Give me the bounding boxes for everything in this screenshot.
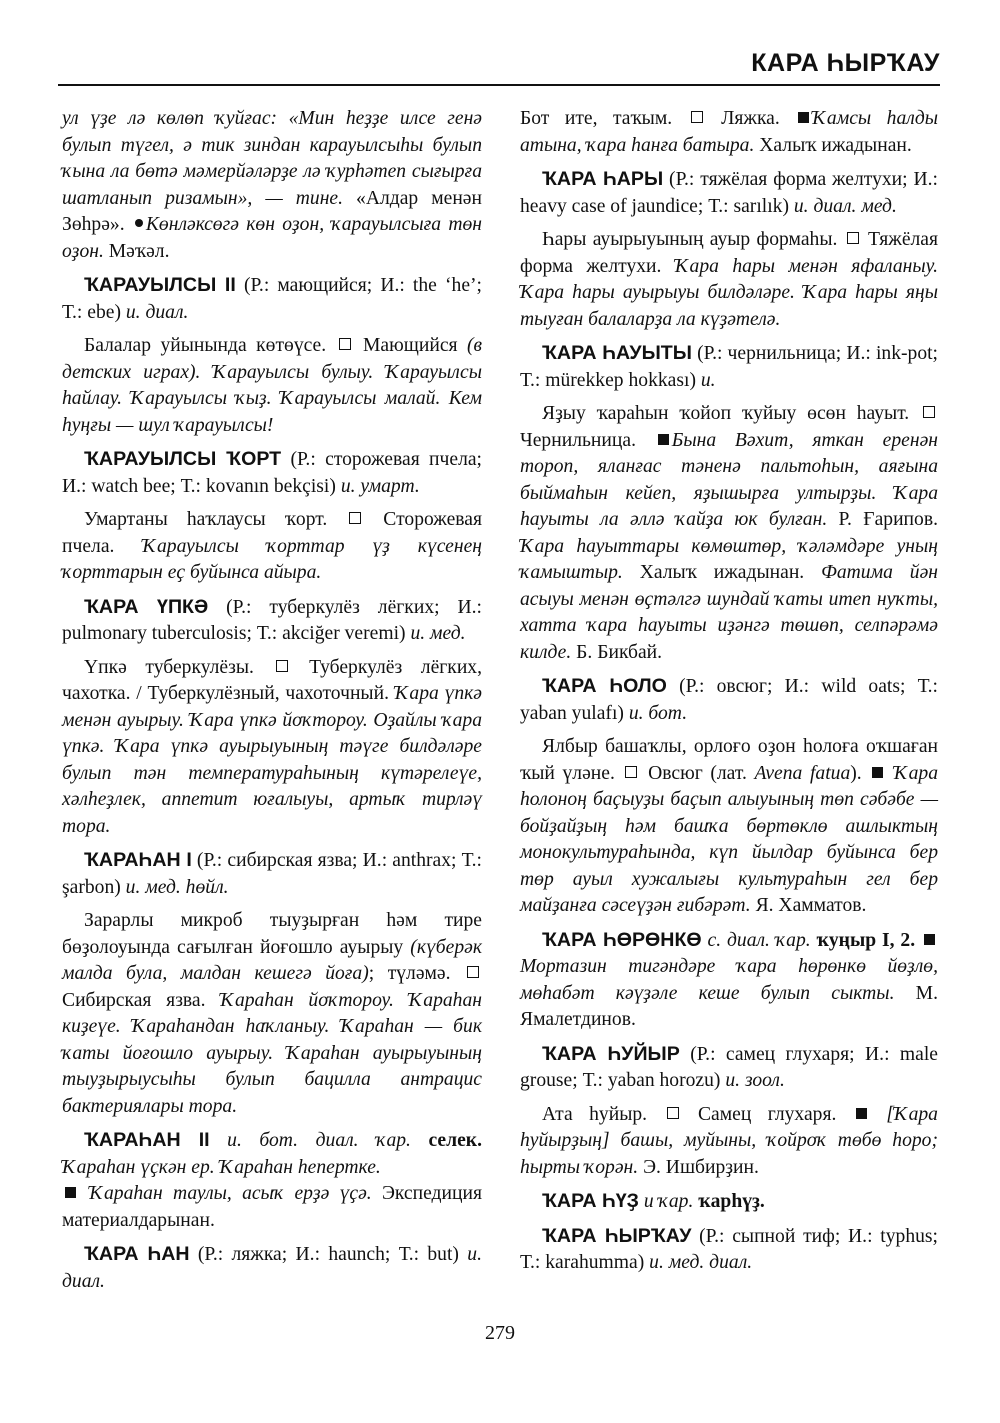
continued-paragraph: ул үҙе лә көлөп ҡуйғас: «Мин һеҙҙе илсе генә булып түгел, ә тик зиндан карауылсыһы булып ҡына ла бөтә мәмерйәләрҙе лә ҡурһәтеп сығырға шатланып ризамын», — тине. «Алдар менән Зөһрә». Көнләксөгә көн оҙон, ҡарауылсыға төн оҙон. Мәҡәл. xyxy=(62,108,483,262)
headword: ҠАРАҺАН I xyxy=(84,849,192,871)
entry-kara-huiyr: ҠАРА ҺУЙЫР (Р.: самец глухаря; И.: male grouse; Т.: yaban horozu) и. зоол. xyxy=(520,1042,938,1091)
example-marker-icon xyxy=(856,1108,867,1119)
headword: ҠАРА ҮПКӘ xyxy=(84,595,209,618)
headword: ҠАРА ҺУЙЫР xyxy=(542,1042,680,1065)
headword: ҠАРАҺАН II xyxy=(84,1129,210,1151)
headword: ҠАРАУЫЛСЫ ҠОРТ xyxy=(84,448,282,470)
translation-marker-icon xyxy=(339,338,351,350)
headword: ҠАРА ҺҮҘ xyxy=(542,1190,639,1212)
entry-karahan-1: ҠАРАҺАН I (Р.: сибирская язва; И.: anthrax; Т.: şarbon) и. мед. һөйл. xyxy=(62,849,482,898)
entry-definition: Балалар уйынында көтөүсе. Мающийся (в детских играх). Ҡарауылсы булыу. Ҡарауылсы һайлау. Ҡарауылсы ҡыҙ. Ҡарауылсы малай. Кем һуңғы — шул ҡарауылсы! xyxy=(62,335,482,436)
entry-kara-hary: ҠАРА ҺАРЫ (Р.: тяжёлая форма желтухи; И.: heavy case of jaundice; Т.: sarılık) и. диал. мед. xyxy=(520,168,938,217)
example-marker-icon xyxy=(798,112,809,123)
translation-marker-icon xyxy=(349,512,361,524)
translation-marker-icon xyxy=(467,966,479,978)
translation-marker-icon xyxy=(625,766,637,778)
headword: ҠАРАУЫЛСЫ II xyxy=(84,274,236,296)
headword: ҠАРА ҺӨРӨНКӨ xyxy=(542,928,702,951)
example-marker-icon xyxy=(65,1187,76,1198)
translation-marker-icon xyxy=(847,232,859,244)
entry-definition: Үпкә туберкулёзы. Туберкулёз лёгких, чахотка. / Туберкулёзный, чахоточный. Ҡара үпкә менән ауырыу. Ҡара үпкә йоҡтороу. Оҙайлы ҡара үпкә. Ҡара үпкә ауырыуының тәүге билдәләре булып тән температураһының күтәрелеүе, хәлһеҙлек, аппетит юғалыуы, артыҡ тирләү тора. xyxy=(62,656,483,837)
entry-definition: Ата һуйыр. Самец глухаря. [Ҡара һуйырҙың] башы, муйыны, ҡойроҡ төбө һоро; һырты ҡорән. Э. Ишбирҙин. xyxy=(520,1103,938,1178)
entry-definition: Яҙыу ҡараһын ҡойоп ҡуйыу өсөн һауыт. Чернильница. Бына Вәхит, яткан еренән тороп, яланғас тәненә пальтоһын, аяғына быймаһын кейеп, яҙышырға ултырҙы. Ҡара һауыты ла әллә ҡайҙа юк булған. Р. Ғарипов. Ҡара һауыттары көмөштөр, ҡәләмдәре уның ҡамыштыр. Халыҡ ижадынан. Фатима йән асыуы менән өҫтәлгә шундай ҡаты итеп нуҡты, хатта ҡара һауыты иҙәнгә төшөп, селпәрәмә килде. Б. Бикбай. xyxy=(520,403,938,663)
bullet-icon xyxy=(135,219,143,227)
entry-kara-upke: ҠАРА ҮПКӘ (Р.: туберкулёз лёгких; И.: pulmonary tuberculosis; Т.: akciğer veremi) и. мед. xyxy=(62,595,482,644)
entry-definition: Ялбыр башаҡлы, орлоғо оҙон һолоға оҡшаған ҡый үләне. Овсюг (лат. Avena fatua). Ҡара һолоноң баҫыуҙы баҫып алыуының төп сәбәбе — бойҙайҙың һәм башҡа бөртөклө ашлыктың монокультураһында, күп йылдар буйынса бер төр ауыл хужалығы культураһын гел бер майҙанға сәсеүҙән ғибәрәт. Я. Хамматов. xyxy=(520,736,938,916)
page-number: 279 xyxy=(485,1322,515,1344)
right-column xyxy=(520,106,938,1284)
translation-marker-icon xyxy=(667,1107,679,1119)
entry-kara-horonko: ҠАРА ҺӨРӨНКӨ с. диал. ҡар. ҡуңыр I, 2. Мортазин тигәндәре ҡара һөрөнкө йөҙлө, мөһабәт кәүҙәле кеше булып сыкты. М. Ямалетдинов. xyxy=(520,928,938,1030)
headword: ҠАРА ҺОЛО xyxy=(542,675,667,697)
entry-kara-hyrkau: ҠАРА ҺЫРҠАУ (Р.: сыпной тиф; И.: typhus; Т.: karahumma) и. мед. диал. xyxy=(520,1224,938,1273)
running-head: КАРА ҺЫРҠАУ xyxy=(751,49,940,77)
headword: ҠАРА ҺАРЫ xyxy=(542,168,664,190)
entry-karahan-2: ҠАРАҺАН II и. бот. диал. ҡар. селек. Ҡараһан үҫкән ер. Ҡараһан һепертке. Ҡараһан таулы, асыҡ ерҙә үҫә. Экспедиция материалдарынан. xyxy=(62,1129,482,1231)
entry-karauylsy-2: ҠАРАУЫЛСЫ II (Р.: мающийся; И.: the ‘he’; Т.: ebe) и. диал. xyxy=(62,274,482,323)
entry-definition: Умартаны һаҡлаусы ҡорт. Сторожевая пчела. Ҡарауылсы ҡорттар үҙ күсенең ҡорттарын еҫ буйынса айыра. xyxy=(62,509,482,583)
left-column xyxy=(62,106,482,1302)
headword: ҠАРА ҺАУЫТЫ xyxy=(542,342,692,364)
page-header xyxy=(58,38,940,86)
example-marker-icon xyxy=(658,434,669,445)
headword: ҠАРА ҺАН xyxy=(84,1243,190,1265)
translation-marker-icon xyxy=(691,111,703,123)
translation-marker-icon xyxy=(276,660,288,672)
entry-definition: Зарарлы микроб тыуҙырған һәм тире бөҙолоуында сағылған йоғошло ауырыу (күберәк малда була, малдан кешегә йоға); түләмә. Сибирская язва. Ҡараһан йоҡтороу. Ҡараһан киҙеүе. Ҡараһандан һаҡланыу. Ҡараһан — бик ҡаты йоғошло ауырыу. Ҡараһан ауырыуының тыуҙырыусыһы булып бацилла антрацис бактериялары тора. xyxy=(62,910,482,1117)
example-marker-icon xyxy=(924,934,935,945)
entry-definition: Һары ауырыуының ауыр формаһы. Тяжёлая форма желтухи. Ҡара һары менән яфаланыу. Ҡара һары ауырыуы билдәләре. Ҡара һары яңы тыуған балаларҙа ла күҙәтелә. xyxy=(520,229,939,330)
continued-definition: Бот ите, таҡым. Ляжка. Ҡамсы һалды атына, ҡара һанға батыра. Халыҡ ижадынан. xyxy=(520,108,938,156)
entry-kara-han: ҠАРА ҺАН (Р.: ляжка; И.: haunch; Т.: but) и. диал. xyxy=(62,1243,482,1292)
entry-kara-hauyty: ҠАРА ҺАУЫТЫ (Р.: чернильница; И.: ink-pot; Т.: mürekkep hokkası) и. xyxy=(520,342,939,391)
entry-kara-huz: ҠАРА ҺҮҘ и ҡар. ҡарһүҙ. xyxy=(542,1190,765,1212)
entry-karauylsy-kort: ҠАРАУЫЛСЫ ҠОРТ (Р.: сторожевая пчела; И.: watch bee; Т.: kovanın bekçisi) и. умарт. xyxy=(62,448,483,497)
example-marker-icon xyxy=(872,767,883,778)
entry-kara-holo: ҠАРА ҺОЛО (Р.: овсюг; И.: wild oats; Т.: yaban yulafı) и. бот. xyxy=(520,675,939,724)
translation-marker-icon xyxy=(923,406,935,418)
headword: ҠАРА ҺЫРҠАУ xyxy=(542,1224,692,1247)
